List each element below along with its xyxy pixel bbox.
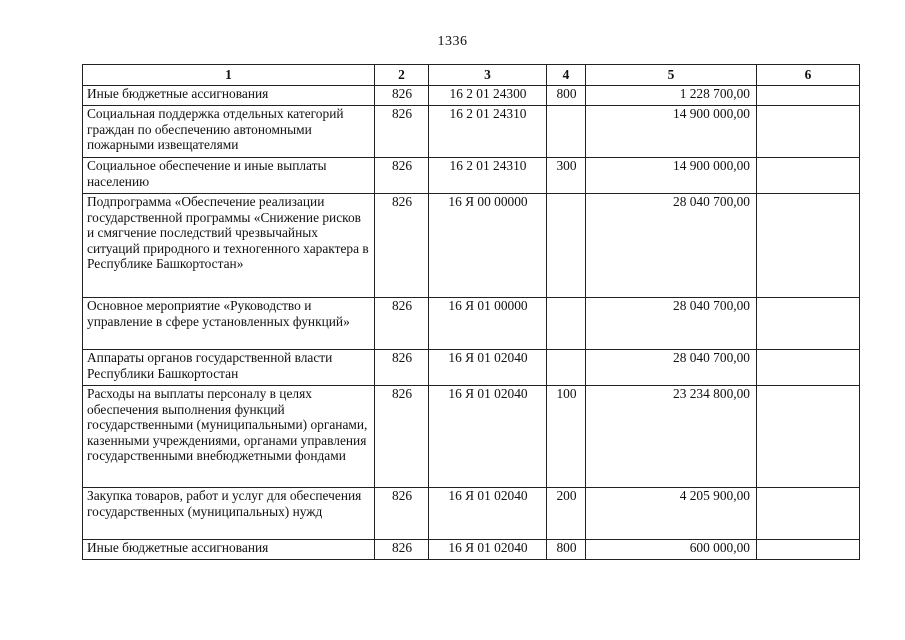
row-ministry-code: 826	[375, 488, 429, 540]
row-amount: 4 205 900,00	[586, 488, 757, 540]
row-amount: 14 900 000,00	[586, 158, 757, 194]
row-expense-type: 800	[547, 540, 586, 560]
row-target-article: 16 2 01 24310	[429, 106, 547, 158]
column-header-5: 5	[586, 65, 757, 86]
row-name: Аппараты органов государственной власти Республики Башкортостан	[83, 350, 375, 386]
row-expense-type: 300	[547, 158, 586, 194]
table-row	[83, 540, 860, 560]
header-row	[83, 65, 860, 86]
column-header-1: 1	[83, 65, 375, 86]
table-header	[83, 65, 860, 86]
table-row	[83, 194, 860, 298]
row-target-article: 16 2 01 24310	[429, 158, 547, 194]
row-name: Подпрограмма «Обеспечение реализации государственной программы «Снижение рисков и смягчение последствий чрезвычайных ситуаций природного и техногенного характера в Республике Башкортостан»	[83, 194, 375, 298]
row-name: Основное мероприятие «Руководство и управление в сфере установленных функций»	[83, 298, 375, 350]
row-target-article: 16 Я 01 02040	[429, 386, 547, 488]
row-column-6	[757, 298, 860, 350]
row-name: Расходы на выплаты персоналу в целях обеспечения выполнения функций государственными (муниципальными) органами, казенными учреждениями, органами управления государственными внебюджетными фондами	[83, 386, 375, 488]
row-amount: 28 040 700,00	[586, 298, 757, 350]
table-body	[83, 86, 860, 560]
table-row	[83, 386, 860, 488]
table-row	[83, 350, 860, 386]
row-column-6	[757, 350, 860, 386]
row-target-article: 16 2 01 24300	[429, 86, 547, 106]
row-ministry-code: 826	[375, 194, 429, 298]
row-column-6	[757, 540, 860, 560]
row-expense-type	[547, 350, 586, 386]
row-amount: 14 900 000,00	[586, 106, 757, 158]
row-column-6	[757, 86, 860, 106]
column-header-3: 3	[429, 65, 547, 86]
column-header-6: 6	[757, 65, 860, 86]
row-column-6	[757, 386, 860, 488]
column-header-2: 2	[375, 65, 429, 86]
row-expense-type: 100	[547, 386, 586, 488]
row-amount: 1 228 700,00	[586, 86, 757, 106]
row-target-article: 16 Я 01 02040	[429, 350, 547, 386]
row-column-6	[757, 194, 860, 298]
row-expense-type	[547, 298, 586, 350]
row-column-6	[757, 106, 860, 158]
row-target-article: 16 Я 00 00000	[429, 194, 547, 298]
row-expense-type	[547, 106, 586, 158]
table-row	[83, 158, 860, 194]
row-amount: 28 040 700,00	[586, 194, 757, 298]
row-ministry-code: 826	[375, 540, 429, 560]
row-amount: 23 234 800,00	[586, 386, 757, 488]
row-name: Иные бюджетные ассигнования	[83, 86, 375, 106]
row-target-article: 16 Я 01 00000	[429, 298, 547, 350]
row-column-6	[757, 488, 860, 540]
page-number: 1336	[437, 34, 468, 49]
budget-table	[82, 64, 860, 560]
row-name: Социальная поддержка отдельных категорий граждан по обеспечению автономными пожарными извещателями	[83, 106, 375, 158]
row-ministry-code: 826	[375, 106, 429, 158]
row-ministry-code: 826	[375, 298, 429, 350]
row-expense-type	[547, 194, 586, 298]
table-row	[83, 86, 860, 106]
row-expense-type: 800	[547, 86, 586, 106]
table-row	[83, 488, 860, 540]
row-ministry-code: 826	[375, 86, 429, 106]
row-target-article: 16 Я 01 02040	[429, 488, 547, 540]
row-amount: 600 000,00	[586, 540, 757, 560]
row-column-6	[757, 158, 860, 194]
row-target-article: 16 Я 01 02040	[429, 540, 547, 560]
row-ministry-code: 826	[375, 158, 429, 194]
row-ministry-code: 826	[375, 386, 429, 488]
row-name: Закупка товаров, работ и услуг для обеспечения государственных (муниципальных) нужд	[83, 488, 375, 540]
row-name: Социальное обеспечение и иные выплаты населению	[83, 158, 375, 194]
row-amount: 28 040 700,00	[586, 350, 757, 386]
table-row	[83, 298, 860, 350]
row-ministry-code: 826	[375, 350, 429, 386]
column-header-4: 4	[547, 65, 586, 86]
table-row	[83, 106, 860, 158]
row-expense-type: 200	[547, 488, 586, 540]
row-name: Иные бюджетные ассигнования	[83, 540, 375, 560]
